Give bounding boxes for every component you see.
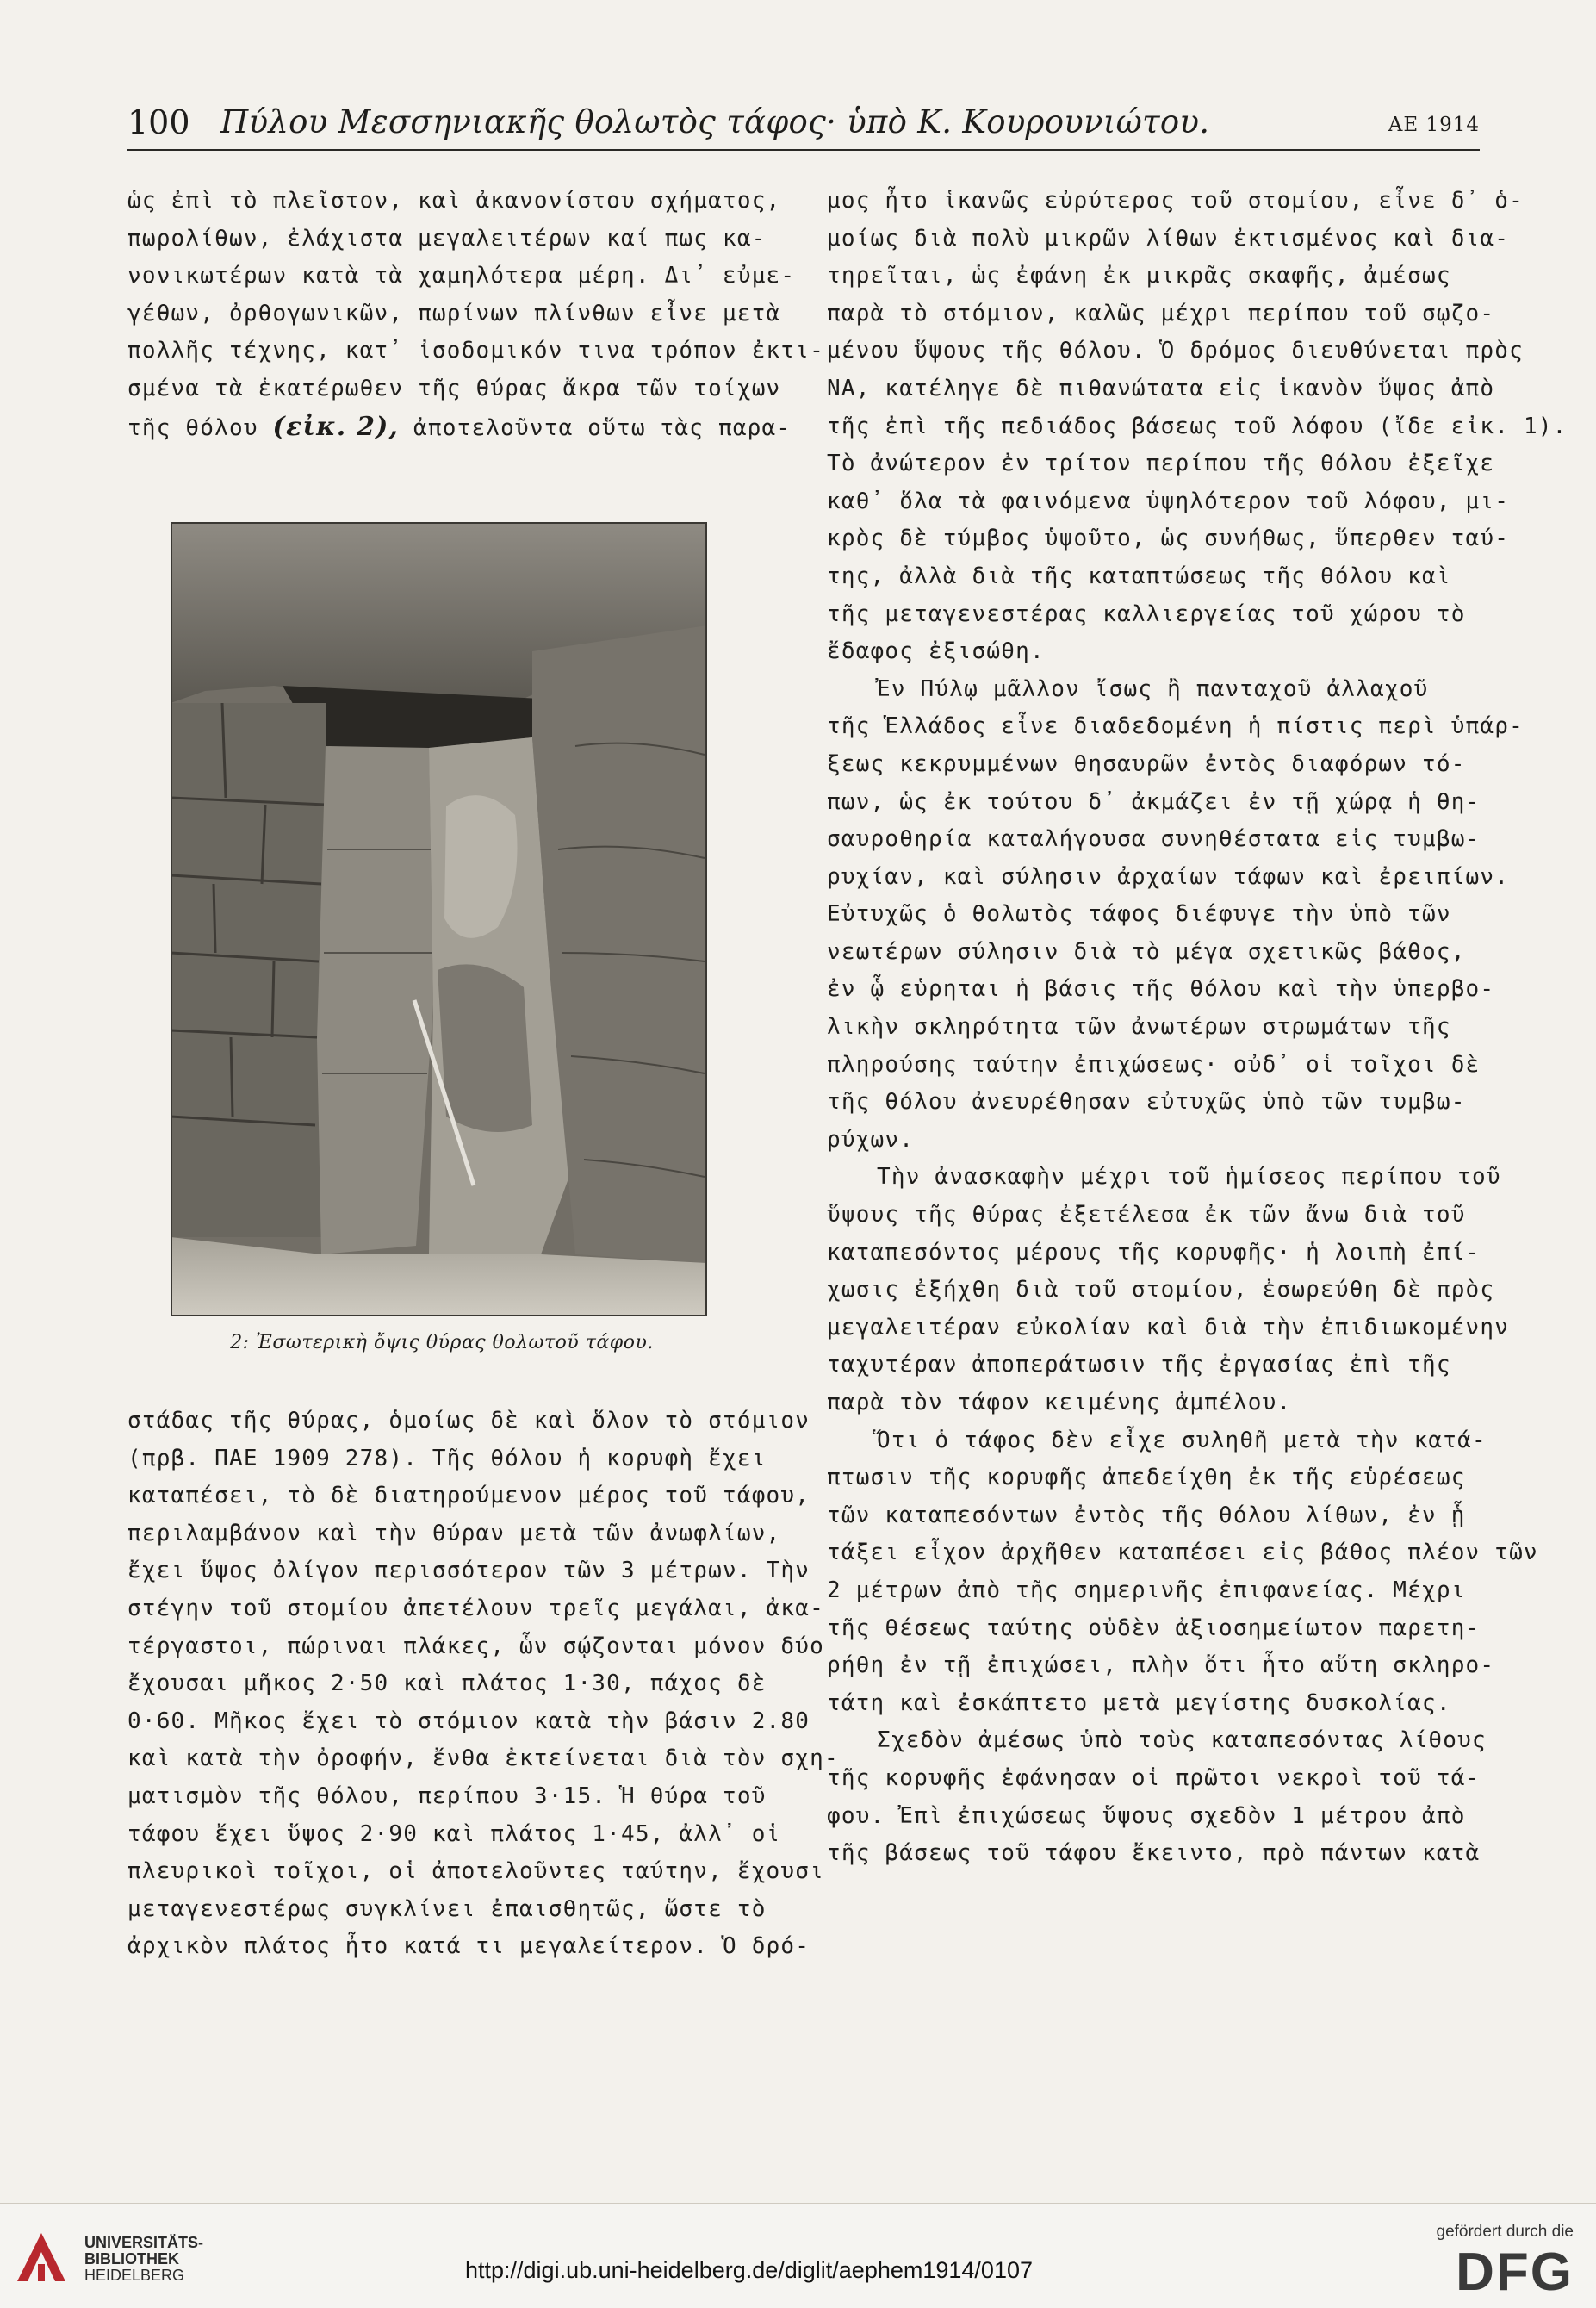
- text-line: στάδας τῆς θύρας, ὁμοίως δὲ καὶ ὅλον τὸ στόμιον: [127, 1408, 810, 1434]
- header-volume: ΑΕ 1914: [1388, 114, 1480, 136]
- text-line: μος ἦτο ἱκανῶς εὐρύτερος τοῦ στομίου, εἶνε δ᾽ ὁ-: [827, 188, 1524, 214]
- text-line: στέγην τοῦ στομίου ἀπετέλουν τρεῖς μεγάλαι, ἀκα-: [127, 1595, 824, 1621]
- text-line: ἔχουσαι μῆκος 2·50 καὶ πλάτος 1·30, πάχος δὲ: [127, 1670, 767, 1697]
- text-line: 0·60. Μῆκος ἔχει τὸ στόμιον κατὰ τὴν βάσιν 2.80: [127, 1708, 810, 1734]
- text-line: ὕψους τῆς θύρας ἐξετέλεσα ἐκ τῶν ἄνω διὰ τοῦ: [827, 1202, 1466, 1229]
- text-line: φου. Ἐπὶ ἐπιχώσεως ὕψους σχεδὸν 1 μέτρου ἀπὸ: [827, 1802, 1466, 1829]
- text-line: τάφου ἔχει ὕψος 2·90 καὶ πλάτος 1·45, ἀλλ᾽ οἱ: [127, 1820, 781, 1847]
- source-url-link[interactable]: http://digi.ub.uni-heidelberg.de/diglit/aephem1914/0107: [465, 2257, 1033, 2283]
- library-name-line: BIBLIOTHEK: [84, 2250, 179, 2268]
- text-line: ὡς ἐπὶ τὸ πλεῖστον, καὶ ἀκανονίστου σχήματος,: [127, 188, 781, 214]
- text-line: ρήθη ἐν τῇ ἐπιχώσει, πλὴν ὅτι ἦτο αὕτη σκληρο-: [827, 1652, 1495, 1679]
- text-line: παρὰ τὸν τάφον κειμένης ἀμπέλου.: [827, 1390, 1292, 1415]
- text-line: καὶ κατὰ τὴν ὀροφήν, ἔνθα ἐκτείνεται διὰ τὸν σχη-: [127, 1745, 839, 1772]
- text-line: καταπεσόντος μέρους τῆς κορυφῆς· ἡ λοιπὴ ἐπί-: [827, 1239, 1481, 1266]
- right-column: [827, 183, 1568, 1873]
- text-line: (πρβ. ΠΑΕ 1909 278). Τῆς θόλου ἡ κορυφὴ ἔχει: [127, 1445, 767, 1471]
- text-line: μένου ὕψους τῆς θόλου. Ὁ δρόμος διευθύνεται πρὸς: [827, 338, 1524, 364]
- text-line: ἔδαφος ἐξισώθη.: [827, 638, 1045, 665]
- figure-reference: (εἰκ. 2),: [272, 411, 400, 442]
- text-line: μεγαλειτέραν εὐκολίαν καὶ διὰ τὴν ἐπιδιωκομένην: [827, 1314, 1510, 1341]
- text-line: ΝΑ, κατέληγε δὲ πιθανώτατα εἰς ἱκανὸν ὕψος ἀπὸ: [827, 375, 1495, 401]
- text-line: Ὅτι ὁ τάφος δὲν εἶχε συληθῆ μετὰ τὴν κατά-: [877, 1427, 1487, 1453]
- library-name: [84, 2235, 203, 2284]
- text-fragment: τῆς θόλου: [127, 414, 273, 441]
- text-line: περιλαμβάνον καὶ τὴν θύραν μετὰ τῶν ἀνωφλίων,: [127, 1520, 781, 1546]
- text-line: σαυροθηρία καταλήγουσα συνηθέστατα εἰς τυμβω-: [827, 826, 1481, 853]
- text-line: μοίως διὰ πολὺ μικρῶν λίθων ἐκτισμένος καὶ δια-: [827, 225, 1510, 252]
- text-line: τέργαστοι, πώριναι πλάκες, ὧν σῴζονται μόνον δύο: [127, 1633, 824, 1659]
- figure-photograph: [171, 522, 707, 1316]
- text-line: ματισμὸν τῆς θόλου, περίπου 3·15. Ἡ θύρα τοῦ: [127, 1782, 767, 1809]
- text-line: καταπέσει, τὸ δὲ διατηρούμενον μέρος τοῦ τάφου,: [127, 1483, 810, 1509]
- text-line: 2 μέτρων ἀπὸ τῆς σημερινῆς ἐπιφανείας. Μέχρι: [827, 1577, 1466, 1603]
- text-line: πολλῆς τέχνης, κατ᾽ ἰσοδομικόν τινα τρόπον ἐκτι-: [127, 338, 824, 364]
- running-header: [127, 103, 1480, 146]
- text-line: νονικωτέρων κατὰ τὰ χαμηλότερα μέρη. Δι᾽ εὐμε-: [127, 263, 796, 289]
- university-library-logo-icon: [14, 2230, 69, 2285]
- dfg-logo: DFG: [1456, 2243, 1574, 2302]
- text-line: χωσις ἐξήχθη διὰ τοῦ στομίου, ἐσωρεύθη δὲ πρὸς: [827, 1277, 1495, 1303]
- text-line: Τὸ ἀνώτερον ἐν τρίτον περίπου τῆς θόλου ἐξεῖχε: [827, 451, 1495, 477]
- text-line: πων, ὡς ἐκ τούτου δ᾽ ἀκμάζει ἐν τῇ χώρᾳ ἡ θη-: [827, 788, 1481, 815]
- left-column-top: [127, 183, 824, 445]
- text-line: τῆς Ἑλλάδος εἶνε διαδεδομένη ἡ πίστις περὶ ὑπάρ-: [827, 713, 1524, 740]
- text-line: ἐν ᾧ εὑρηται ἡ βάσις τῆς θόλου καὶ τὴν ὑπερβο-: [827, 976, 1495, 1003]
- text-line: τῆς κορυφῆς ἐφάνησαν οἱ πρῶτοι νεκροὶ τοῦ τά-: [827, 1764, 1481, 1791]
- text-line: πλευρικοὶ τοῖχοι, οἱ ἀποτελοῦντες ταύτην, ἔχουσι: [127, 1858, 824, 1885]
- text-line: ταχυτέραν ἀποπεράτωσιν τῆς ἐργασίας ἐπὶ τῆς: [827, 1352, 1451, 1378]
- text-line: Τὴν ἀνασκαφὴν μέχρι τοῦ ἡμίσεος περίπου τοῦ: [877, 1164, 1501, 1191]
- text-line: λικὴν σκληρότητα τῶν ἀνωτέρων στρωμάτων τῆς: [827, 1014, 1451, 1041]
- text-line: Εὐτυχῶς ὁ θολωτὸς τάφος διέφυγε τὴν ὑπὸ τῶν: [827, 901, 1451, 928]
- text-line: τάτη καὶ ἐσκάπτετο μετὰ μεγίστης δυσκολίας.: [827, 1689, 1451, 1716]
- text-line: τῆς θέσεως ταύτης οὐδὲν ἀξιοσημείωτον παρετη-: [827, 1614, 1481, 1641]
- text-line: κρὸς δὲ τύμβος ὑψοῦτο, ὡς συνήθως, ὕπερθεν ταύ-: [827, 526, 1510, 552]
- text-line: σμένα τὰ ἑκατέρωθεν τῆς θύρας ἄκρα τῶν τοίχων: [127, 375, 781, 401]
- tomb-doorway-photo: [171, 522, 707, 1316]
- funding-text: gefördert durch die: [1436, 2223, 1574, 2241]
- text-line: πληρούσης ταύτην ἐπιχώσεως· οὐδ᾽ οἱ τοῖχοι δὲ: [827, 1051, 1481, 1078]
- text-line: ρύχων.: [827, 1126, 915, 1153]
- header-title: Πύλου Μεσσηνιακῆς θολωτὸς τάφος· ὑπὸ Κ. Κουρουνιώτου.: [220, 103, 1210, 140]
- text-line: καθ᾽ ὅλα τὰ φαινόμενα ὑψηλότερον τοῦ λόφου, μι-: [827, 488, 1510, 514]
- text-line: ρυχίαν, καὶ σύλησιν ἀρχαίων τάφων καὶ ἐρειπίων.: [827, 863, 1510, 890]
- page-number: 100: [127, 103, 190, 141]
- text-line: ξεως κεκρυμμένων θησαυρῶν ἐντὸς διαφόρων τό-: [827, 750, 1466, 777]
- text-line: τάξει εἶχον ἀρχῆθεν καταπέσει εἰς βάθος πλέον τῶν: [827, 1540, 1538, 1566]
- text-line: ἔχει ὕψος ὀλίγον περισσότερον τῶν 3 μέτρων. Τὴν: [127, 1558, 810, 1584]
- text-line: Σχεδὸν ἀμέσως ὑπὸ τοὺς καταπεσόντας λίθους: [877, 1727, 1487, 1754]
- text-line: γέθων, ὀρθογωνικῶν, πωρίνων πλίνθων εἶνε μετὰ: [127, 300, 781, 327]
- footer-bar: [0, 2204, 1596, 2308]
- text-line: τῆς ἐπὶ τῆς πεδιάδος βάσεως τοῦ λόφου (ἴδε εἰκ. 1).: [827, 413, 1568, 439]
- text-line: τῆς θόλου ἀνευρέθησαν εὐτυχῶς ὑπὸ τῶν τυμβω-: [827, 1089, 1466, 1116]
- library-name-line: HEIDELBERG: [84, 2267, 185, 2284]
- text-fragment: ἀποτελοῦντα οὕτω τὰς παρα-: [399, 414, 792, 441]
- text-line: μεταγενεστέρως συγκλίνει ἐπαισθητῶς, ὥστε τὸ: [127, 1895, 767, 1922]
- text-line: τῶν καταπεσόντων ἐντὸς τῆς θόλου λίθων, ἐν ᾗ: [827, 1502, 1466, 1528]
- left-column-bottom: [127, 1403, 839, 1966]
- figure-caption: 2: Ἐσωτερικὴ ὄψις θύρας θολωτοῦ τάφου.: [230, 1332, 654, 1353]
- text-line: πωρολίθων, ἐλάχιστα μεγαλειτέρων καί πως κα-: [127, 225, 767, 252]
- text-line: τῆς μεταγενεστέρας καλλιεργείας τοῦ χώρου τὸ: [827, 600, 1466, 627]
- text-line: Ἐν Πύλῳ μᾶλλον ἴσως ἢ πανταχοῦ ἀλλαχοῦ: [877, 675, 1429, 702]
- text-line-with-figure-ref: [127, 408, 792, 446]
- library-name-line: UNIVERSITÄTS-: [84, 2234, 204, 2251]
- text-line: ἀρχικὸν πλάτος ἦτο κατά τι μεγαλείτερον. Ὁ δρό-: [127, 1933, 810, 1960]
- text-line: τῆς βάσεως τοῦ τάφου ἔκειντο, πρὸ πάντων κατὰ: [827, 1840, 1481, 1867]
- text-line: παρὰ τὸ στόμιον, καλῶς μέχρι περίπου τοῦ σῳζο-: [827, 300, 1495, 327]
- header-rule: [127, 149, 1480, 151]
- text-line: πτωσιν τῆς κορυφῆς ἀπεδείχθη ἐκ τῆς εὑρέσεως: [827, 1465, 1466, 1491]
- text-line: τηρεῖται, ὡς ἐφάνη ἐκ μικρᾶς σκαφῆς, ἀμέσως: [827, 263, 1451, 289]
- text-line: της, ἀλλὰ διὰ τῆς καταπτώσεως τῆς θόλου καὶ: [827, 563, 1451, 589]
- text-line: νεωτέρων σύλησιν διὰ τὸ μέγα σχετικῶς βάθος,: [827, 938, 1466, 965]
